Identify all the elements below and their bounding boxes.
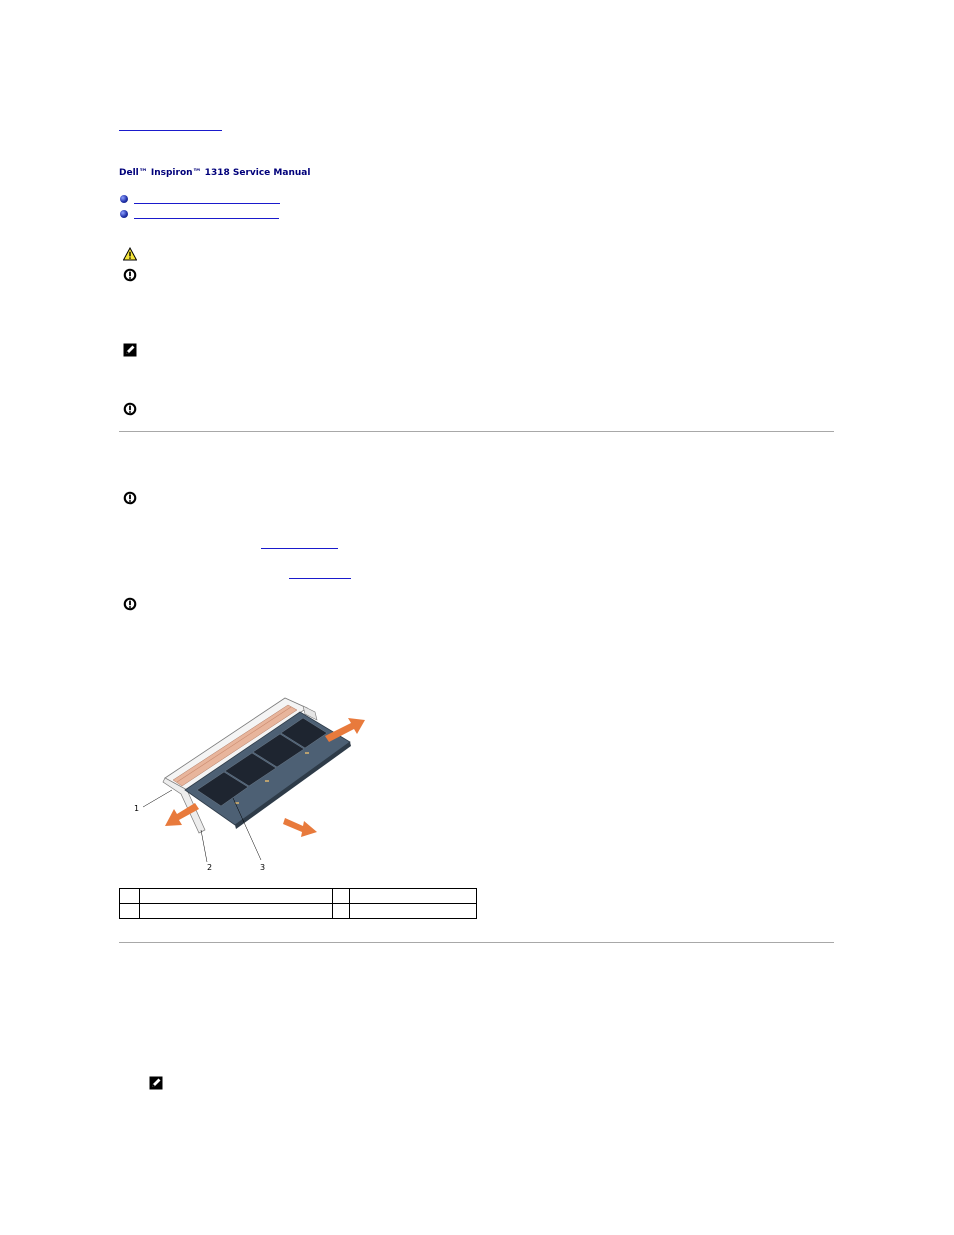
- callout-2: 2: [207, 863, 213, 872]
- callout-3: 3: [260, 863, 266, 872]
- manual-title: Dell™ Inspiron™ 1318 Service Manual: [119, 168, 311, 178]
- notice-icon: [123, 402, 137, 416]
- section-link-removing[interactable]: [134, 203, 280, 204]
- section-divider: [119, 942, 834, 943]
- table-row: [120, 904, 477, 919]
- back-to-contents-link[interactable]: [119, 130, 222, 131]
- note-icon: [123, 343, 137, 357]
- section-divider: [119, 431, 834, 432]
- notice-icon: [123, 597, 137, 611]
- notice-icon: [123, 491, 137, 505]
- table-row: [120, 889, 477, 904]
- callout-legend-table: [119, 888, 477, 919]
- procedure-link[interactable]: [289, 578, 351, 579]
- notice-icon: [123, 268, 137, 282]
- procedure-link[interactable]: [261, 548, 338, 549]
- note-icon: [149, 1076, 163, 1090]
- bullet-icon: [120, 210, 128, 218]
- memory-module-illustration: [125, 690, 385, 875]
- caution-icon: [123, 247, 137, 261]
- bullet-icon: [120, 195, 128, 203]
- section-link-replacing[interactable]: [134, 218, 279, 219]
- callout-1: 1: [134, 804, 140, 813]
